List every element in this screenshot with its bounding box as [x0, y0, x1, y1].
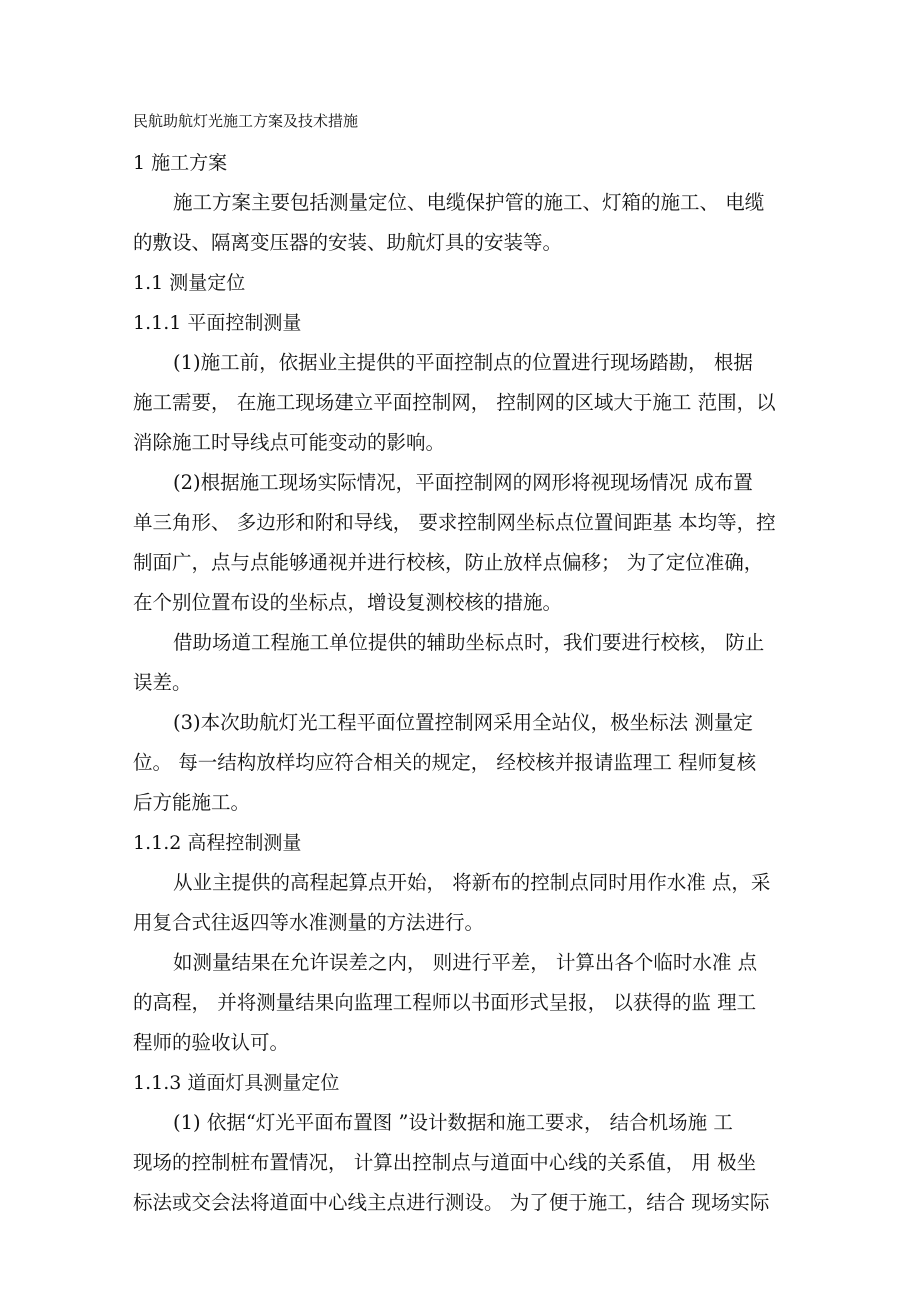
- paragraph-lamp-positioning: [133, 1103, 788, 1223]
- heading-1-1: 1.1 测量定位: [133, 272, 246, 294]
- text-line: (2)根据施工现场实际情况，平面控制网的网形将视现场情况 成布置: [173, 471, 753, 494]
- text-line: 后方能施工。: [133, 791, 251, 814]
- text-line: 如测量结果在允许误差之内， 则进行平差， 计算出各个临时水准 点: [173, 951, 758, 974]
- document-title: 民航助航灯光施工方案及技术措施: [133, 112, 359, 130]
- heading-1-1-1: 1.1.1 平面控制测量: [133, 312, 302, 334]
- text-line: 的高程， 并将测量结果向监理工程师以书面形式呈报， 以获得的监 理工: [133, 991, 757, 1014]
- text-line: 位。 每一结构放样均应符合相关的规定， 经校核并报请监理工 程师复核: [133, 751, 757, 774]
- text-line: 借助场道工程施工单位提供的辅助坐标点时，我们要进行校核， 防止: [173, 631, 765, 654]
- text-line: (1)施工前，依据业主提供的平面控制点的位置进行现场踏勘， 根据: [173, 351, 753, 374]
- text-line: 单三角形、 多边形和附和导线， 要求控制网坐标点位置间距基 本均等，控: [133, 511, 776, 534]
- text-line: 施工方案主要包括测量定位、电缆保护管的施工、灯箱的施工、 电缆: [173, 191, 765, 214]
- text-line: (1) 依据“灯光平面布置图 ”设计数据和施工要求， 结合机场施 工: [173, 1111, 733, 1134]
- text-line: 用复合式往返四等水准测量的方法进行。: [133, 911, 485, 934]
- paragraph-item-2: [133, 463, 788, 623]
- paragraph-elevation-2: [133, 943, 788, 1063]
- paragraph-item-3: [133, 703, 788, 823]
- text-line: 从业主提供的高程起算点开始， 将新布的控制点同时用作水准 点，采: [173, 871, 771, 894]
- document-body: [133, 143, 788, 1223]
- heading-1-1-2: 1.1.2 高程控制测量: [133, 832, 302, 854]
- paragraph-item-1: [133, 343, 788, 463]
- paragraph-elevation-1: [133, 863, 788, 943]
- text-line: 的敷设、隔离变压器的安装、助航灯具的安装等。: [133, 231, 563, 254]
- heading-1: 1 施工方案: [133, 152, 228, 174]
- text-line: 程师的验收认可。: [133, 1031, 290, 1054]
- text-line: 在个别位置布设的坐标点，增设复测校核的措施。: [133, 591, 563, 614]
- text-line: 施工需要， 在施工现场建立平面控制网， 控制网的区域大于施工 范围，以: [133, 391, 776, 414]
- text-line: 现场的控制桩布置情况， 计算出控制点与道面中心线的关系值， 用 极坐: [133, 1151, 757, 1174]
- text-line: 误差。: [133, 671, 192, 694]
- text-line: (3)本次助航灯光工程平面位置控制网采用全站仪，极坐标法 测量定: [173, 711, 753, 734]
- text-line: 标法或交会法将道面中心线主点进行测设。 为了便于施工，结合 现场实际: [133, 1191, 770, 1214]
- heading-1-1-3: 1.1.3 道面灯具测量定位: [133, 1072, 340, 1094]
- paragraph-check: [133, 623, 788, 703]
- text-line: 制面广，点与点能够通视并进行校核，防止放样点偏移； 为了定位准确，: [133, 551, 764, 574]
- paragraph-intro: [133, 183, 788, 263]
- text-line: 消除施工时导线点可能变动的影响。: [133, 431, 446, 454]
